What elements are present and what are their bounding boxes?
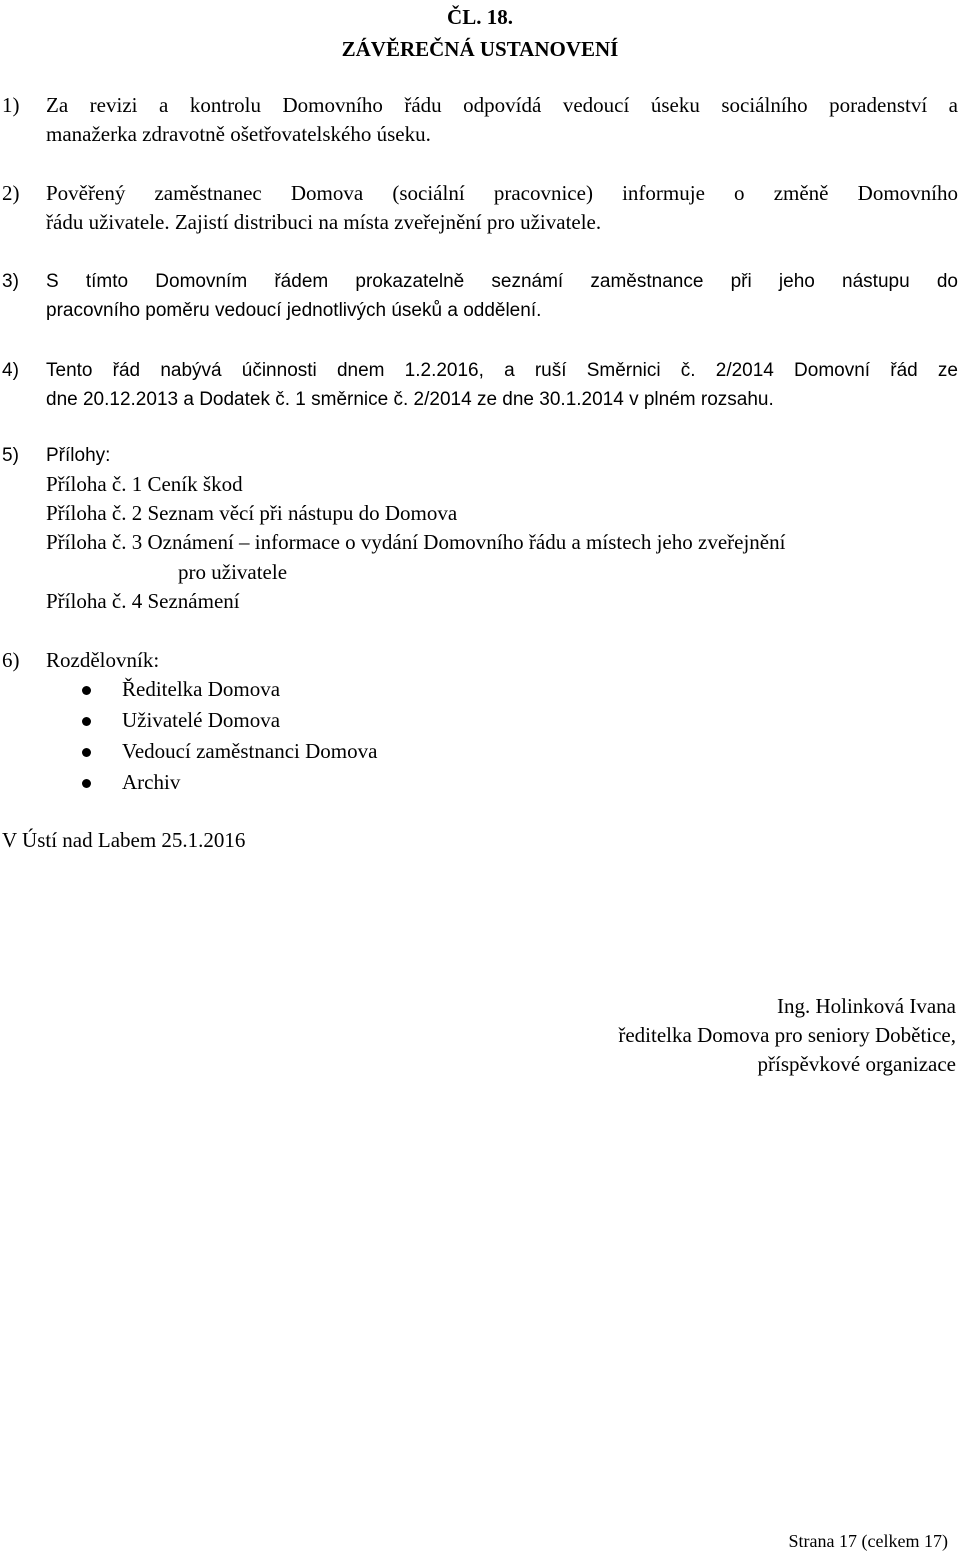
item-text <box>46 91 958 149</box>
item-text <box>46 179 958 237</box>
distribution-heading-row <box>0 646 958 676</box>
distribution-heading: Rozdělovník: <box>46 648 160 672</box>
distribution-item-1: Ředitelka Domova <box>122 677 281 701</box>
item-number: 5) <box>2 445 19 466</box>
provision-item-4 <box>0 356 958 416</box>
attachment-4: Příloha č. 4 Seznámení <box>46 589 240 613</box>
item-text <box>46 356 958 414</box>
item-number: 6) <box>2 648 20 672</box>
article-title: ZÁVĚREČNÁ USTANOVENÍ <box>341 37 619 61</box>
attachment-1: Příloha č. 1 Ceník škod <box>46 472 243 496</box>
provision-item-3 <box>0 267 958 327</box>
distribution-item-2: Uživatelé Domova <box>122 708 281 732</box>
attachment-3-continuation: pro uživatele <box>178 560 288 584</box>
attachment-3: Příloha č. 3 Oznámení – informace o vydání Domovního řádu a místech jeho zveřejnění <box>46 530 786 554</box>
bullet-icon <box>82 779 91 788</box>
signatory-organization: příspěvkové organizace <box>757 1052 956 1076</box>
distribution-item-4: Archiv <box>122 770 181 794</box>
provision-item-1 <box>0 91 958 151</box>
item-number: 3) <box>2 271 19 292</box>
attachments-heading: Přílohy: <box>46 445 111 466</box>
item-line: pracovního poměru vedoucí jednotlivých úseků a oddělení. <box>46 300 542 321</box>
article-number: ČL. 18. <box>447 5 513 29</box>
attachment-2: Příloha č. 2 Seznam věcí při nástupu do Domova <box>46 501 458 525</box>
signatory-name: Ing. Holinková Ivana <box>776 994 956 1018</box>
item-number: 1) <box>2 93 20 117</box>
bullet-icon <box>82 717 91 726</box>
distribution-item-3: Vedoucí zaměstnanci Domova <box>122 739 378 763</box>
item-line: Za revizi a kontrolu Domovního řádu odpovídá vedoucí úseku sociálního poradenství a <box>46 93 958 117</box>
provision-item-2 <box>0 179 958 239</box>
item-line: dne 20.12.2013 a Dodatek č. 1 směrnice č. 2/2014 ze dne 30.1.2014 v plném rozsahu. <box>46 389 774 410</box>
item-line: manažerka zdravotně ošetřovatelského úseku. <box>46 122 431 146</box>
place-and-date: V Ústí nad Labem 25.1.2016 <box>2 828 246 852</box>
bullet-icon <box>82 748 91 757</box>
signatory-role: ředitelka Domova pro seniory Dobětice, <box>618 1023 956 1047</box>
item-line: S tímto Domovním řádem prokazatelně seznámí zaměstnance při jeho nástupu do <box>46 271 958 292</box>
bullet-icon <box>82 686 91 695</box>
item-number: 2) <box>2 181 20 205</box>
item-line: Pověřený zaměstnanec Domova (sociální pracovnice) informuje o změně Domovního <box>46 181 958 205</box>
item-line: Tento řád nabývá účinnosti dnem 1.2.2016, a ruší Směrnici č. 2/2014 Domovní řád ze <box>46 360 958 381</box>
attachments-heading-row <box>0 441 958 471</box>
item-number: 4) <box>2 360 19 381</box>
item-text <box>46 267 958 325</box>
page-number: Strana 17 (celkem 17) <box>788 1531 948 1551</box>
item-line: řádu uživatele. Zajistí distribuci na místa zveřejnění pro uživatele. <box>46 210 602 234</box>
